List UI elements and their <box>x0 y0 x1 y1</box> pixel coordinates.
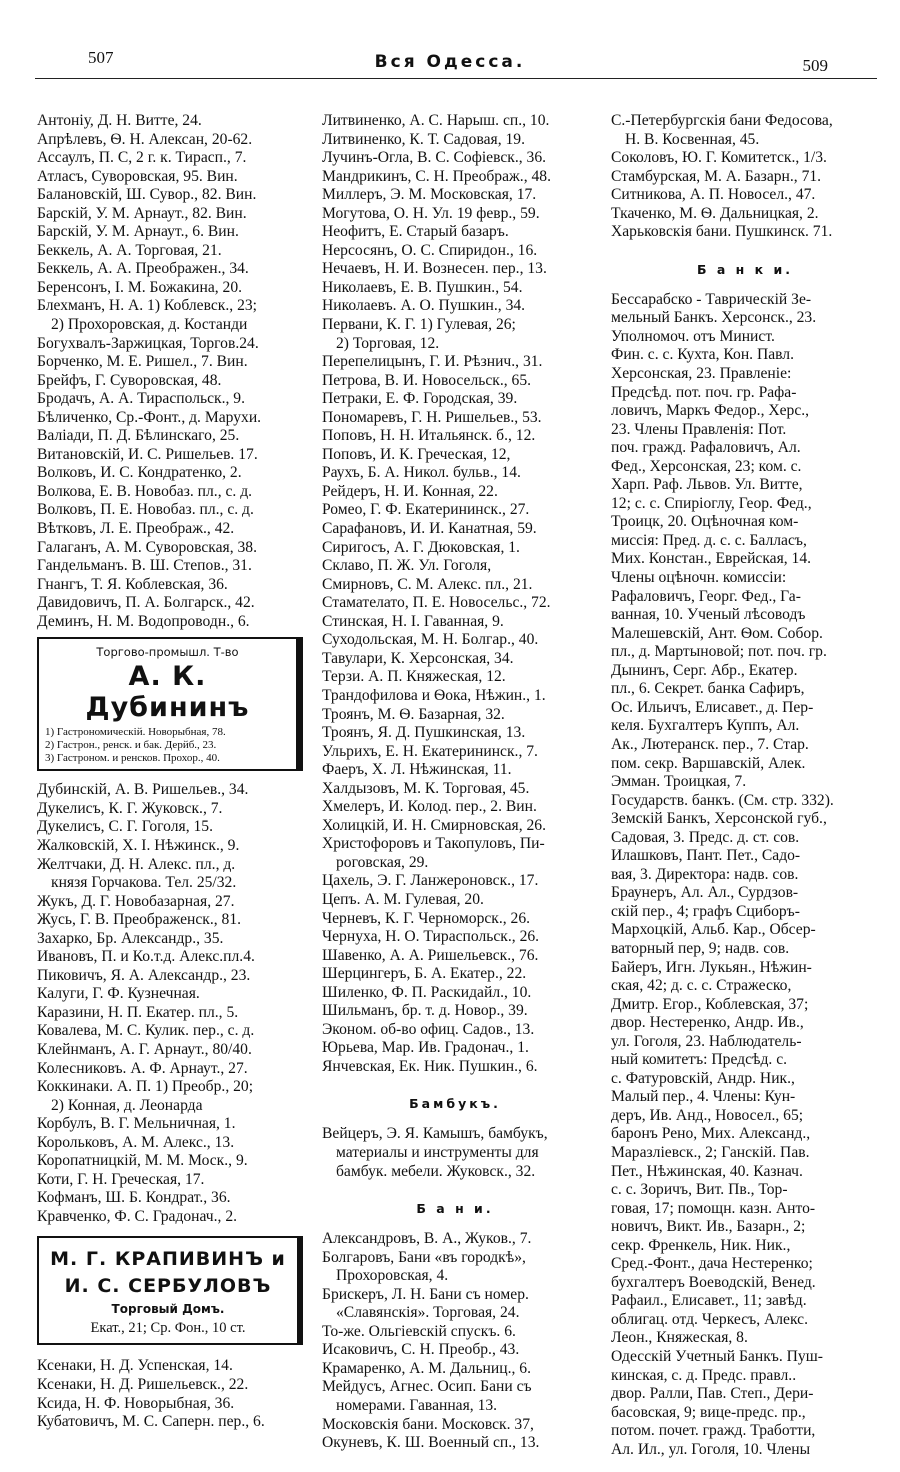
list-line: ловичъ, Маркъ Федор., Херс., <box>611 402 810 420</box>
list-line: Беккель, А. А. Преображен., 34. <box>37 260 249 278</box>
list-line: 2) Торговая, 12. <box>336 334 440 352</box>
list-line: Ковалева, М. С. Кулик. пер., с. д. <box>37 1022 255 1040</box>
list-line: 2) Прохоровская, д. Костанди <box>51 316 248 334</box>
list-line: Апрѣлевъ, Ѳ. Н. Алексан, 20-62. <box>37 130 253 148</box>
list-line: Суходольская, М. Н. Болгар., 40. <box>322 631 539 649</box>
list-line: Деминъ, Н. М. Водопроводн., 6. <box>37 612 250 630</box>
list-line: Николаевъ. А. О. Пушкин., 34. <box>322 297 526 315</box>
list-line: Атласъ, Суворовская, 95. Вин. <box>37 167 238 185</box>
list-line: Пиковичъ, Я. А. Александр., 23. <box>37 966 251 984</box>
list-line: Кофманъ, Ш. Б. Кондрат., 36. <box>37 1189 231 1207</box>
list-line: с. с. Зоричъ, Вит. Пв., Тор- <box>611 1181 788 1199</box>
list-line: говая, 17; помощн. казн. Анто- <box>611 1199 816 1217</box>
list-line: Кубатовичъ, М. С. Саперн. пер., 6. <box>37 1413 265 1431</box>
list-line: Дубинскій, А. В. Ришельев., 34. <box>37 781 249 799</box>
list-line: Халдызовъ, М. К. Торговая, 45. <box>322 779 530 797</box>
list-line: Корбулъ, В. Г. Мельничная, 1. <box>37 1115 236 1133</box>
list-line: Окуневъ, К. Ш. Военный сп., 13. <box>322 1434 540 1452</box>
list-line: Гандельманъ. В. Ш. Степов., 31. <box>37 557 252 575</box>
list-line: 12; с. с. Спиріоглу, Геор. Фед., <box>611 494 812 512</box>
list-line: Барскій, У. М. Арнаут., 6. Вин. <box>37 223 239 241</box>
list-line: Трандофилова и Ѳока, Нѣжин., 1. <box>322 686 546 704</box>
header-rule <box>35 78 877 79</box>
list-line: Ткаченко, М. Ѳ. Дальницкая, 2. <box>611 204 819 222</box>
list-line: Ксенаки, Н. Д. Ришельевск., 22. <box>37 1375 249 1393</box>
list-line: Ассаулъ, П. С, 2 г. к. Тирасп., 7. <box>37 149 247 167</box>
list-line: Коропатницкій, М. М. Моск., 9. <box>37 1152 248 1170</box>
list-line: Гнангъ, Т. Я. Коблевская, 36. <box>37 575 228 593</box>
list-line: Кравченко, Ф. С. Градонач., 2. <box>37 1207 238 1225</box>
list-line: Раухъ, Б. А. Никол. бульв., 14. <box>322 464 521 482</box>
advertisement-krapivin <box>37 1236 303 1345</box>
ad-company-type: Торгово-промышл. Т-во <box>96 645 239 660</box>
list-line: Жалковскій, Х. I. Нѣжинск., 9. <box>37 836 240 854</box>
list-line: Петраки, Е. Ф. Городская, 39. <box>322 390 518 408</box>
ad-addresses <box>45 726 290 765</box>
list-line: Садовая, 3. Предс. д. ст. сов. <box>611 828 800 846</box>
list-line: Стинская, Н. I. Гаванная, 9. <box>322 612 504 630</box>
list-line: Дукелисъ, С. Г. Гоголя, 15. <box>37 818 213 836</box>
list-line: Мих. Констан., Еврейская, 14. <box>611 550 812 568</box>
list-line: Шавенко, А. А. Ришельевск., 76. <box>322 946 539 964</box>
ad-firm-type: Торговый Домъ. <box>111 1302 225 1317</box>
list-line: Шильманъ, бр. т. д. Новор., 39. <box>322 1002 528 1020</box>
list-line: облигац. отд. Черкесъ, Алекс. <box>611 1310 808 1328</box>
list-line: Вейцеръ, Э. Я. Камышъ, бамбукъ, <box>322 1125 548 1143</box>
list-line: Поповъ, И. К. Греческая, 12, <box>322 445 511 463</box>
list-line: Харьковскія бани. Пушкинск. 71. <box>611 223 833 241</box>
list-line: кинская, с. д. Предс. правл.. <box>611 1366 797 1384</box>
list-line: секр. Френкель, Ник. Ник., <box>611 1236 791 1254</box>
advertisement-dubinin <box>37 637 303 771</box>
list-line: Ксида, Н. Ф. Новорыбная, 36. <box>37 1394 235 1412</box>
ad-name-line-1: М. Г. КРАПИВИНЪ и <box>50 1248 286 1271</box>
list-line: келя. Бухгалтеръ Куппъ, Ал. <box>611 717 800 735</box>
list-line: Уполномоч. отъ Минист. <box>611 327 775 345</box>
list-line: Первани, К. Г. 1) Гулевая, 26; <box>322 316 516 334</box>
list-line: Шиленко, Ф. П. Раскидайл., 10. <box>322 983 532 1001</box>
list-line: Беренсонъ, I. М. Божакина, 20. <box>37 278 243 296</box>
list-line: Херсонская, 23. Правленіе: <box>611 365 792 383</box>
list-line: Ал. Ил., ул. Гоголя, 10. Члены <box>611 1440 811 1458</box>
list-line: скій пер., 4; графъ Сциборъ- <box>611 902 800 920</box>
list-line: Дукелисъ, К. Г. Жуковск., 7. <box>37 799 223 817</box>
list-line: двор. Ралли, Пав. Степ., Дери- <box>611 1385 814 1403</box>
list-line: Антоніу, Д. Н. Витте, 24. <box>37 112 202 129</box>
column-3 <box>611 112 879 1459</box>
list-line: роговская, 29. <box>336 853 429 871</box>
banki-list <box>611 291 879 1459</box>
list-line: Исаковичъ, С. Н. Преобр., 43. <box>322 1341 520 1359</box>
list-line: Смирновъ, С. М. Алекс. пл., 21. <box>322 575 533 593</box>
list-line: Ксенаки, Н. Д. Успенская, 14. <box>37 1357 233 1375</box>
list-line: деръ, Ив. Анд., Новосел., 65; <box>611 1106 804 1124</box>
list-line: Крамаренко, А. М. Дальниц., 6. <box>322 1359 531 1377</box>
list-line: Государств. банкъ. (См. стр. 332). <box>611 791 834 809</box>
list-line: Борченко, М. Е. Ришел., 7. Вин. <box>37 353 248 371</box>
list-line: Могутова, О. Н. Ул. 19 февр., 59. <box>322 204 540 222</box>
list-line: баронъ Рено, Мих. Александ., <box>611 1125 811 1143</box>
list-line: Сарафановъ, И. И. Канатная, 59. <box>322 520 537 538</box>
list-line: С.-Петербургскія бани Федосова, <box>611 112 833 129</box>
list-line: Богухвалъ-Заржицкая, Торгов.24. <box>37 334 259 352</box>
list-line: Нерсосянъ, О. С. Спиридон., 16. <box>322 241 538 259</box>
list-line: Юрьева, Мар. Ив. Градонач., 1. <box>322 1039 529 1057</box>
list-line: Ак., Лютеранск. пер., 7. Стар. <box>611 735 809 753</box>
column-2 <box>322 112 588 1453</box>
list-line: пл., д. Мартыновой; пот. поч. гр. <box>611 643 827 661</box>
list-line: Маразліевск., 2; Ганскій. Пав. <box>611 1143 810 1161</box>
list-line: Стамбурская, М. А. Базарн., 71. <box>611 167 822 185</box>
list-line: Фаеръ, Х. Л. Нѣжинская, 11. <box>322 761 512 779</box>
directory-list-1b <box>37 781 303 1226</box>
list-line: Блехманъ, Н. А. 1) Коблевск., 23; <box>37 297 257 315</box>
list-line: Неофитъ, Е. Старый базаръ. <box>322 223 509 241</box>
list-line: Земскій Банкъ, Херсонской губ., <box>611 810 827 828</box>
list-line: Вѣтковъ, Л. Е. Преображ., 42. <box>37 520 235 538</box>
list-line: пом. секр. Варшавскій, Алек. <box>611 754 806 772</box>
list-line: Нечаевъ, Н. И. Вознесен. пер., 13. <box>322 260 547 278</box>
list-line: бамбук. мебели. Жуковск., 32. <box>336 1162 536 1180</box>
list-line: двор. Нестеренко, Андр. Ив., <box>611 1014 804 1032</box>
list-line: Литвиненко, А. С. Нарыш. сп., 10. <box>322 112 550 129</box>
list-line: Коккинаки. А. П. 1) Преобр., 20; <box>37 1078 254 1096</box>
directory-list-1 <box>37 112 303 631</box>
list-line: Беккель, А. А. Торговая, 21. <box>37 241 222 259</box>
page-number-right: 509 <box>802 56 828 75</box>
directory-list-2 <box>322 112 588 1076</box>
list-line: ный комитетъ: Предсѣд. с. <box>611 1051 788 1069</box>
list-line: Эмман. Троицкая, 7. <box>611 773 747 791</box>
list-line: Мархоцкій, Альб. Кар., Обсер- <box>611 921 816 939</box>
list-line: Мандрикинъ, С. Н. Преображ., 48. <box>322 167 551 185</box>
list-line: Сиригосъ, А. Г. Дюковская, 1. <box>322 538 520 556</box>
bambuk-list <box>322 1125 588 1181</box>
list-line: Галаганъ, А. М. Суворовская, 38. <box>37 538 258 556</box>
list-line: Фед., Херсонская, 23; ком. с. <box>611 457 802 475</box>
list-line: Цепъ. А. М. Гулевая, 20. <box>322 890 484 908</box>
list-line: Колесниковъ. А. Ф. Арнаут., 27. <box>37 1059 248 1077</box>
list-line: Рафаил., Елисавет., 11; завѣд. <box>611 1292 807 1310</box>
list-line: Фин. с. с. Кухта, Кон. Павл. <box>611 346 794 364</box>
list-line: Члены оцѣночн. комиссіи: <box>611 569 787 587</box>
list-line: Ивановъ, П. и Ко.т.д. Алекс.пл.4. <box>37 948 255 966</box>
list-line: Ос. Ильичъ, Елисавет., д. Пер- <box>611 698 814 716</box>
list-line: То-же. Ольгіевскій спускъ. 6. <box>322 1322 516 1340</box>
list-line: Терзи. А. П. Княжеская, 12. <box>322 668 506 686</box>
list-line: Ситникова, А. П. Новосел., 47. <box>611 186 816 204</box>
list-line: Мейдусъ, Агнес. Осип. Бани съ <box>322 1378 532 1396</box>
list-line: Валіади, П. Д. Бѣлинскаго, 25. <box>37 427 240 445</box>
list-line: Холицкій, И. Н. Смирновская, 26. <box>322 816 546 834</box>
list-line: Леон., Княжеская, 8. <box>611 1329 748 1347</box>
list-line: Н. В. Косвенная, 45. <box>625 130 760 148</box>
list-line: Литвиненко, К. Т. Садовая, 19. <box>322 130 525 148</box>
ad-company-name: А. К. Дубининъ <box>85 661 250 724</box>
list-line: Николаевъ, Е. В. Пушкин., 54. <box>322 278 523 296</box>
list-line: Волковъ, П. Е. Новобаз. пл., с. д. <box>37 501 254 519</box>
list-line: Эконом. об-во офиц. Садов., 13. <box>322 1020 535 1038</box>
list-line: Брискеръ, Л. Н. Бани съ номер. <box>322 1285 529 1303</box>
list-line: Пономаревъ, Г. Н. Ришельев., 53. <box>322 408 542 426</box>
list-line: Тавулари, К. Херсонская, 34. <box>322 649 514 667</box>
list-line: Троицк, 20. Оцѣночная ком- <box>611 513 799 531</box>
list-line: князя Горчакова. Тел. 25/32. <box>51 874 237 892</box>
list-line: с. Фатуровскій, Андр. Ник., <box>611 1069 795 1087</box>
list-line: Чернуха, Н. О. Тираспольск., 26. <box>322 928 540 946</box>
list-line: басовская, 9; вице-предс. пр., <box>611 1403 806 1421</box>
section-heading-bani: Б а н и. <box>416 1201 494 1217</box>
list-line: номерами. Гаванная, 13. <box>336 1397 498 1414</box>
list-line: Барскій, У. М. Арнаут., 82. Вин. <box>37 204 247 222</box>
list-line: 23. Члены Правленія: Пот. <box>611 420 787 438</box>
list-line: Стамателато, П. Е. Новосельс., 72. <box>322 594 551 612</box>
list-line: 2) Конная, д. Леонарда <box>51 1096 203 1114</box>
list-line: Сред.-Фонт., дача Нестеренко; <box>611 1255 813 1273</box>
list-line: Московскія бани. Московск. 37, <box>322 1415 534 1433</box>
list-line: поч. гражд. Рафаловичъ, Ал. <box>611 439 801 457</box>
list-line: Черневъ, К. Г. Черноморск., 26. <box>322 909 531 927</box>
list-line: Дмитр. Егор., Коблевская, 37; <box>611 995 809 1013</box>
list-line: Волкова, Е. В. Новобаз. пл., с. д. <box>37 482 253 500</box>
list-line: Хмелеръ, И. Колод. пер., 2. Вин. <box>322 798 537 816</box>
list-line: мельный Банкъ. Херсонск., 23. <box>611 309 817 327</box>
list-line: ванная, 10. Ученый лѣсоводъ <box>611 606 806 624</box>
section-heading-bambuk: Бамбукъ. <box>409 1096 501 1112</box>
list-line: Дынинъ, Серг. Абр., Екатер. <box>611 661 798 679</box>
section-heading-banki: Б а н к и. <box>697 261 793 277</box>
list-line: Троянъ, М. Ѳ. Базарная, 32. <box>322 705 505 723</box>
list-line: материалы и инструменты для <box>336 1143 539 1161</box>
running-title: Вся Одесса. <box>374 52 526 72</box>
list-line: Браунеръ, Ал. Ал., Сурдзов- <box>611 884 799 902</box>
list-line: Соколовъ, Ю. Г. Комитетск., 1/3. <box>611 149 827 167</box>
list-line: Рейдеръ, Н. И. Конная, 22. <box>322 482 498 500</box>
list-line: Рафаловичъ, Георг. Фед., Га- <box>611 587 801 605</box>
list-line: Ульрихъ, Е. Н. Екатерининск., 7. <box>322 742 538 760</box>
list-line: ская, 42; д. с. с. Стражеско, <box>611 977 792 995</box>
list-line: миссія: Пред. д. с. с. Балласъ, <box>611 531 807 549</box>
list-line: Балановскій, Ш. Сувор., 82. Вин. <box>37 186 257 204</box>
bani-list <box>322 1230 588 1453</box>
list-line: потом. почет. гражд. Тработти, <box>611 1422 816 1440</box>
list-line: новичъ, Викт. Ив., Базарн., 2; <box>611 1218 806 1236</box>
list-line: Давидовичъ, П. А. Болгарск., 42. <box>37 594 255 612</box>
list-line: Бессарабско - Таврическій Зе- <box>611 290 812 308</box>
list-line: Бродачъ, А. А. Тираспольск., 9. <box>37 390 245 408</box>
list-line: ул. Гоголя, 23. Наблюдатель- <box>611 1032 802 1050</box>
list-line: Одесскій Учетный Банкъ. Пуш- <box>611 1348 823 1365</box>
ad-address: Екат., 21; Ср. Фон., 10 ст. <box>90 1320 246 1337</box>
list-line: ваторный пер, 9; надв. сов. <box>611 939 790 957</box>
list-line: Брейфъ, Г. Суворовская, 48. <box>37 371 222 389</box>
list-line: Харп. Раф. Львов. Ул. Витте, <box>611 476 803 494</box>
list-line: Витановскій, И. С. Ришельев. 17. <box>37 445 258 463</box>
list-line: Прохоровская, 4. <box>336 1267 449 1285</box>
list-line: Перепелицынъ, Г. И. Рѣзнич., 31. <box>322 353 543 371</box>
list-line: Волковъ, И. С. Кондратенко, 2. <box>37 464 242 482</box>
list-line: «Славянскія». Торговая, 24. <box>336 1304 520 1322</box>
list-line: Жусь, Г. В. Преображенск., 81. <box>37 911 242 929</box>
list-line: 2) Гастрон., ренск. и бак. Дерйб., 23. <box>45 739 217 752</box>
list-line: Желтчаки, Д. Н. Алекс. пл., д. <box>37 855 236 873</box>
list-line: Троянъ, Я. Д. Пушкинская, 13. <box>322 724 526 742</box>
list-line: Миллеръ, Э. М. Московская, 17. <box>322 186 537 204</box>
list-line: вая, 3. Директора: надв. сов. <box>611 865 799 883</box>
list-line: Калуги, Г. Ф. Кузнечная. <box>37 985 200 1003</box>
list-line: 3) Гастроном. и ренсков. Прохор., 40. <box>45 752 220 765</box>
list-line: бухгалтеръ Воеводскій, Венед. <box>611 1273 816 1291</box>
list-line: Байеръ, Игн. Лукьян., Нѣжин- <box>611 958 812 976</box>
list-line: Лучинъ-Огла, В. С. Софіевск., 36. <box>322 149 547 167</box>
list-line: Янчевская, Ек. Ник. Пушкин., 6. <box>322 1057 538 1075</box>
list-line: Шерцингеръ, Б. А. Екатер., 22. <box>322 965 527 983</box>
column-1 <box>37 112 303 1432</box>
page-number-left: 507 <box>88 48 114 67</box>
list-line: Малешевскій, Ант. Ѳом. Собор. <box>611 624 823 642</box>
list-line: Александровъ, В. А., Жуков., 7. <box>322 1230 532 1248</box>
list-line: Бѣличенко, Ср.-Фонт., д. Марухи. <box>37 408 262 426</box>
list-line: Каразини, Н. П. Екатер. пл., 5. <box>37 1003 239 1021</box>
list-line: Клейнманъ, А. Г. Арнаут., 80/40. <box>37 1040 252 1058</box>
list-line: Поповъ, Н. Н. Итальянск. б., 12. <box>322 427 536 445</box>
ad-name-line-2: И. С. СЕРБУЛОВЪ <box>64 1275 272 1298</box>
list-line: Петрова, В. И. Новосельск., 65. <box>322 371 532 389</box>
list-line: Малый пер., 4. Члены: Кун- <box>611 1088 796 1106</box>
list-line: 1) Гастрономическій. Новорыбная, 78. <box>45 726 226 739</box>
list-line: пл., 6. Секрет. банка Сафиръ, <box>611 680 805 698</box>
directory-list-1c <box>37 1357 303 1431</box>
list-line: Цахель, Э. Г. Ланжероновск., 17. <box>322 872 539 890</box>
list-line: Предсѣд. пот. поч. гр. Рафа- <box>611 383 797 401</box>
list-line: Болгаровъ, Бани «въ городкѣ», <box>322 1248 526 1266</box>
list-line: Склаво, П. Ж. Ул. Гоголя, <box>322 557 492 575</box>
directory-list-3 <box>611 112 879 242</box>
list-line: Пет., Нѣжинская, 40. Казнач. <box>611 1162 803 1180</box>
list-line: Корольковъ, А. М. Алекс., 13. <box>37 1133 235 1151</box>
list-line: Захарко, Бр. Александр., 35. <box>37 929 224 947</box>
list-line: Жукъ, Д. Г. Новобазарная, 27. <box>37 892 235 910</box>
list-line: Христофоровъ и Такопуловъ, Пи- <box>322 835 545 853</box>
list-line: Илашковъ, Пант. Пет., Садо- <box>611 847 801 865</box>
list-line: Коти, Г. Н. Греческая, 17. <box>37 1170 205 1188</box>
list-line: Ромео, Г. Ф. Екатерининск., 27. <box>322 501 530 519</box>
